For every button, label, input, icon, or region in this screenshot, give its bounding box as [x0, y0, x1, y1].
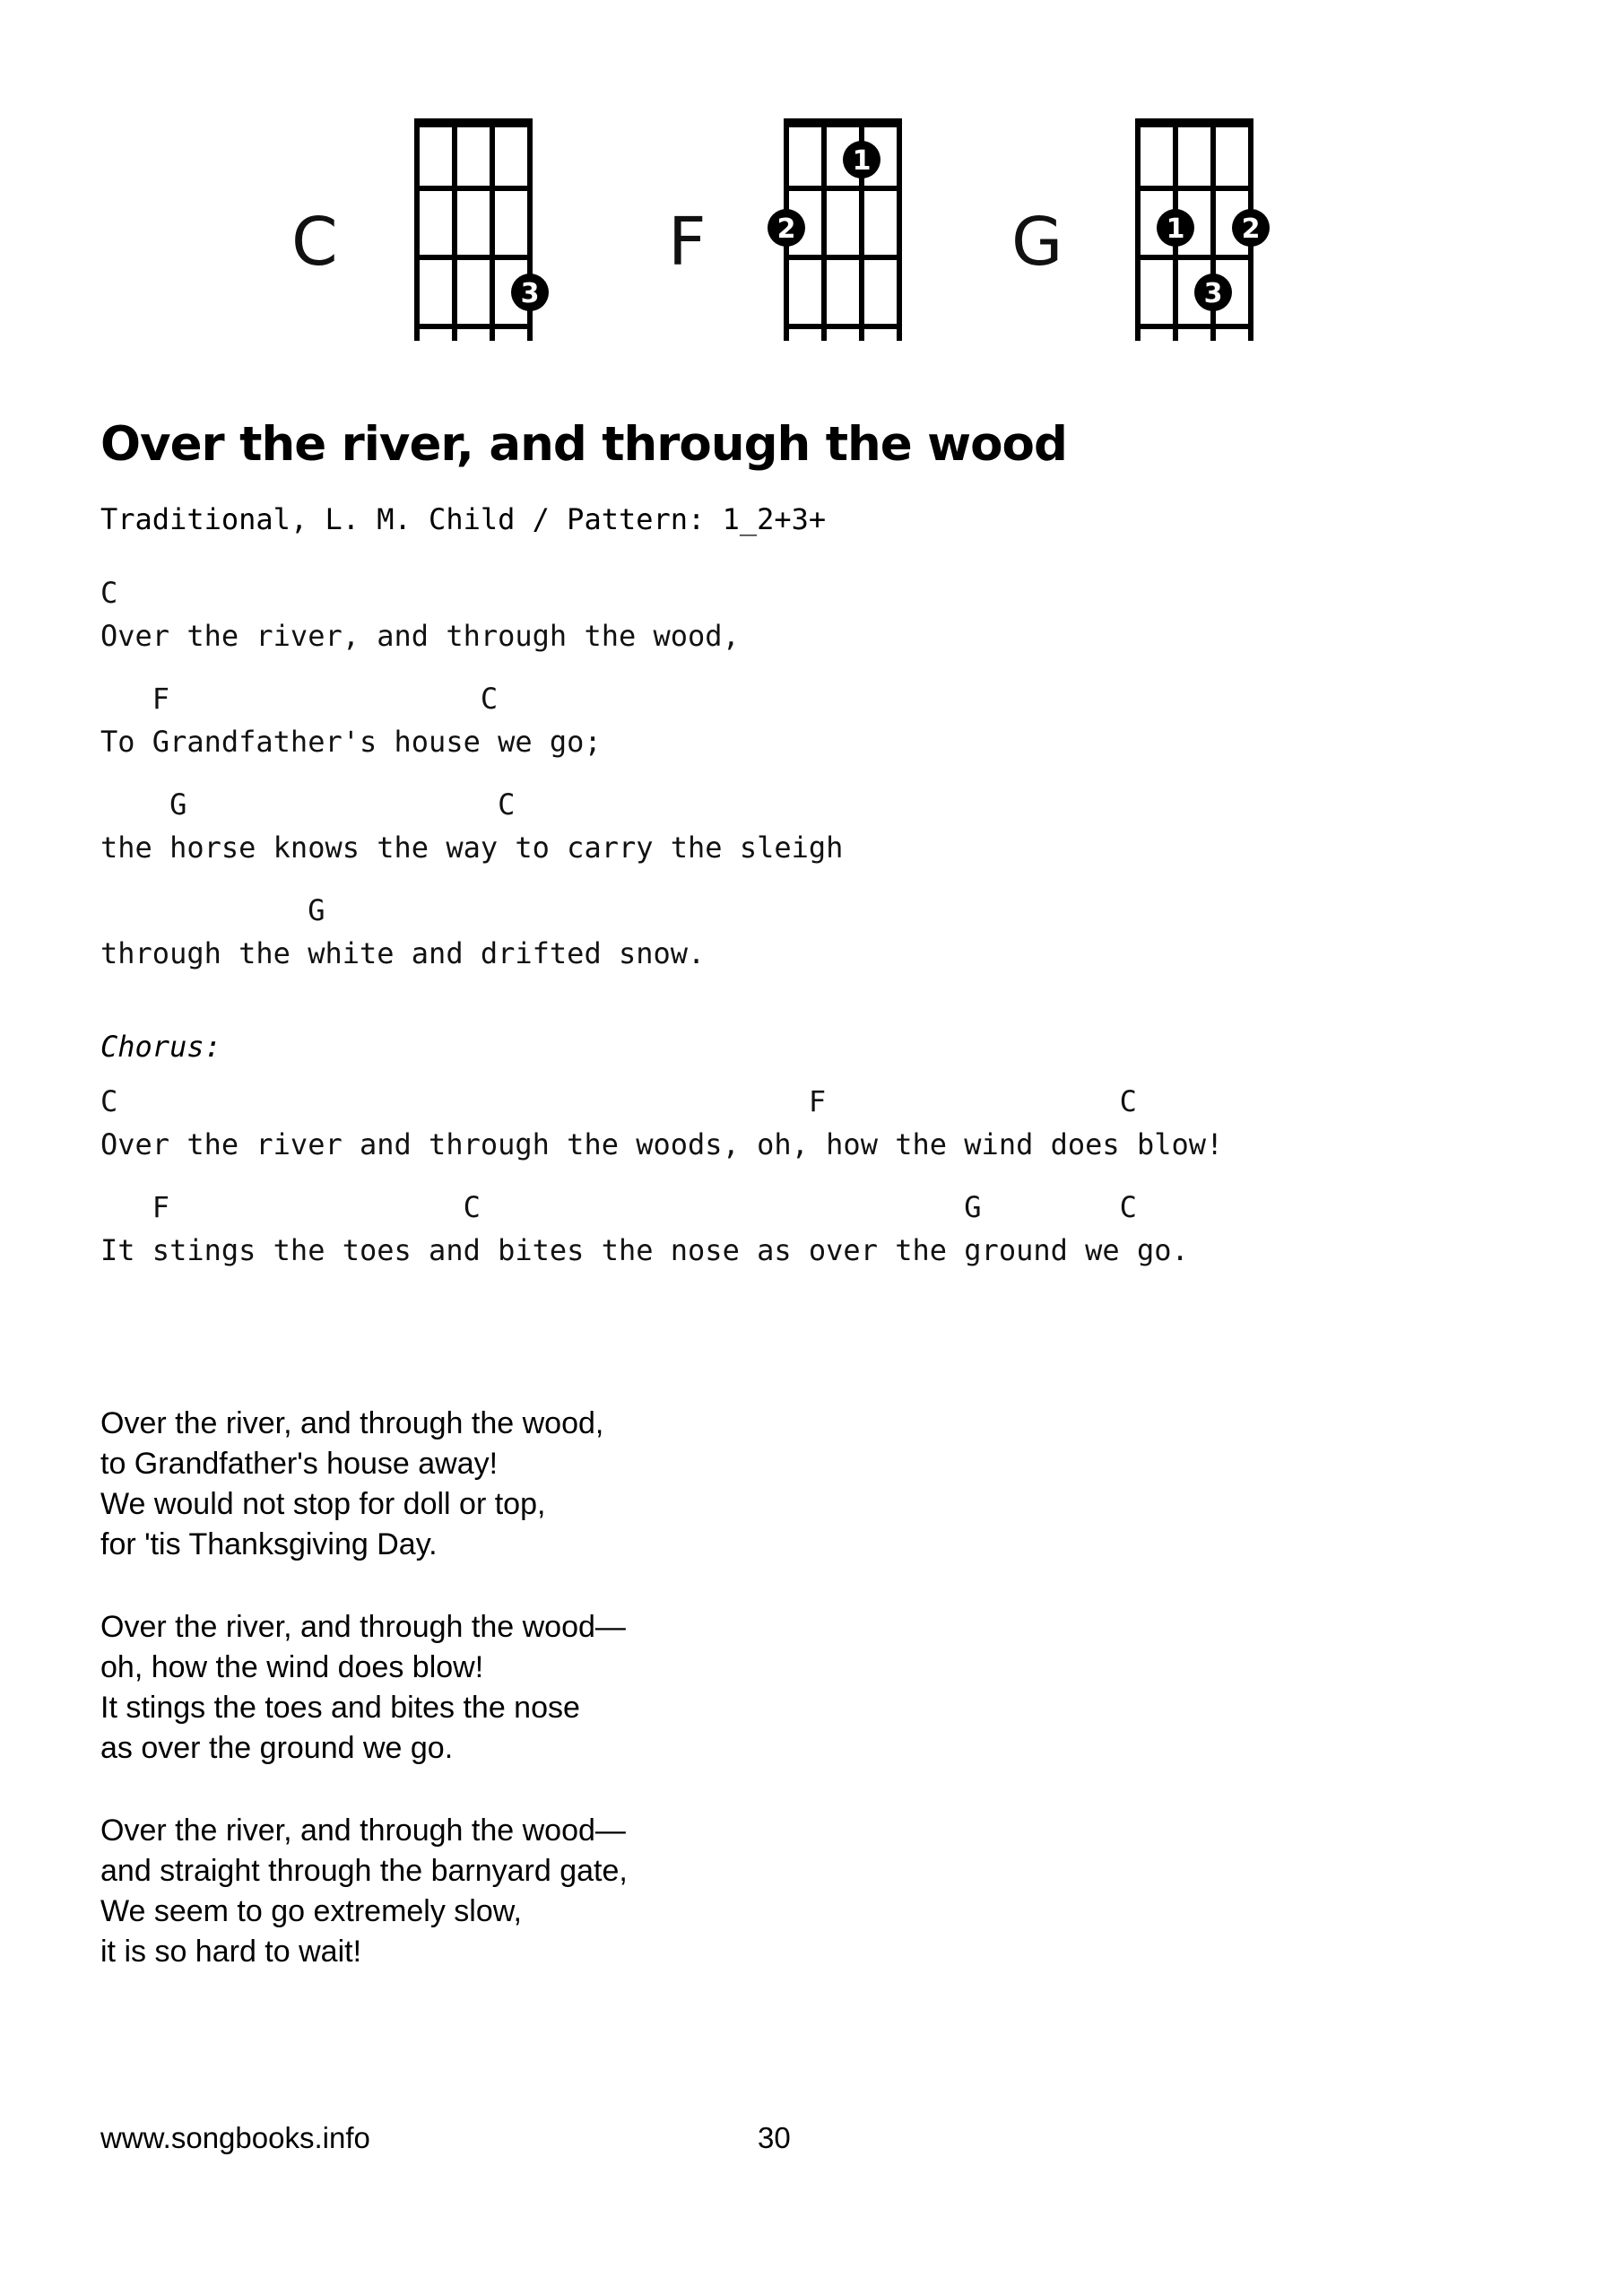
- lyric-line: To Grandfather's house we go;: [100, 725, 602, 759]
- page-number: 30: [758, 2121, 791, 2154]
- verse-line: Over the river, and through the wood—: [100, 1610, 626, 1644]
- finger-dot: [1194, 274, 1232, 311]
- lyric-line: the horse knows the way to carry the sleigh: [100, 831, 844, 865]
- verse-line: and straight through the barnyard gate,: [100, 1854, 628, 1888]
- chord-diagram-g: [1132, 118, 1261, 352]
- verse-line: We would not stop for doll or top,: [100, 1487, 546, 1521]
- chord-diagrams: [0, 0, 1622, 377]
- chord-name-f: F: [668, 204, 707, 281]
- nut: [1135, 118, 1253, 127]
- finger-number: 1: [852, 145, 872, 177]
- stanza: [100, 1811, 628, 1972]
- lyric-line: Over the river, and through the wood,: [100, 619, 740, 653]
- verses: [100, 1404, 628, 2014]
- nut: [414, 118, 533, 127]
- verse-line: We seem to go extremely slow,: [100, 1894, 522, 1928]
- chord-diagram-f: [776, 118, 906, 352]
- song-subtitle: Traditional, L. M. Child / Pattern: 1_2+3+: [100, 502, 827, 536]
- finger-dot: [511, 274, 549, 311]
- chord-line: G C: [100, 787, 516, 822]
- finger-dot: [768, 209, 805, 247]
- finger-number: 3: [520, 278, 540, 309]
- verse-line: It stings the toes and bites the nose: [100, 1691, 580, 1725]
- footer-url: www.songbooks.info: [100, 2121, 370, 2154]
- verse-line: it is so hard to wait!: [100, 1935, 362, 1969]
- chorus-label: Chorus:: [100, 1030, 221, 1064]
- finger-number: 1: [1166, 213, 1185, 245]
- verse-line: Over the river, and through the wood,: [100, 1406, 604, 1440]
- song-title: Over the river, and through the wood: [100, 417, 1067, 472]
- nut: [784, 118, 902, 127]
- verse-line: for 'tis Thanksgiving Day.: [100, 1527, 438, 1561]
- lyric-line: through the white and drifted snow.: [100, 936, 706, 970]
- finger-number: 2: [776, 213, 796, 245]
- chord-diagram-c: [411, 118, 540, 352]
- stanza: [100, 1404, 628, 1565]
- chorus-chord-line: F C G C: [100, 1190, 1137, 1224]
- chorus-chord-line: C F C: [100, 1084, 1137, 1118]
- chorus-lyric-line: It stings the toes and bites the nose as over the ground we go.: [100, 1233, 1189, 1267]
- stanza: [100, 1607, 628, 1769]
- chord-line: F C: [100, 682, 499, 716]
- finger-number: 2: [1241, 213, 1261, 245]
- chorus-lyric-line: Over the river and through the woods, oh, how the wind does blow!: [100, 1127, 1224, 1161]
- chord-line: C: [100, 576, 118, 610]
- finger-dot: [843, 141, 880, 178]
- finger-dot: [1232, 209, 1270, 247]
- finger-dot: [1157, 209, 1194, 247]
- verse-line: to Grandfather's house away!: [100, 1447, 499, 1481]
- chord-name-g: G: [1011, 204, 1063, 281]
- verse-line: as over the ground we go.: [100, 1731, 454, 1765]
- verse-line: oh, how the wind does blow!: [100, 1650, 484, 1684]
- chord-name-c: C: [291, 204, 338, 281]
- verse-line: Over the river, and through the wood—: [100, 1813, 626, 1848]
- finger-number: 3: [1203, 278, 1223, 309]
- chord-line: G: [100, 893, 325, 927]
